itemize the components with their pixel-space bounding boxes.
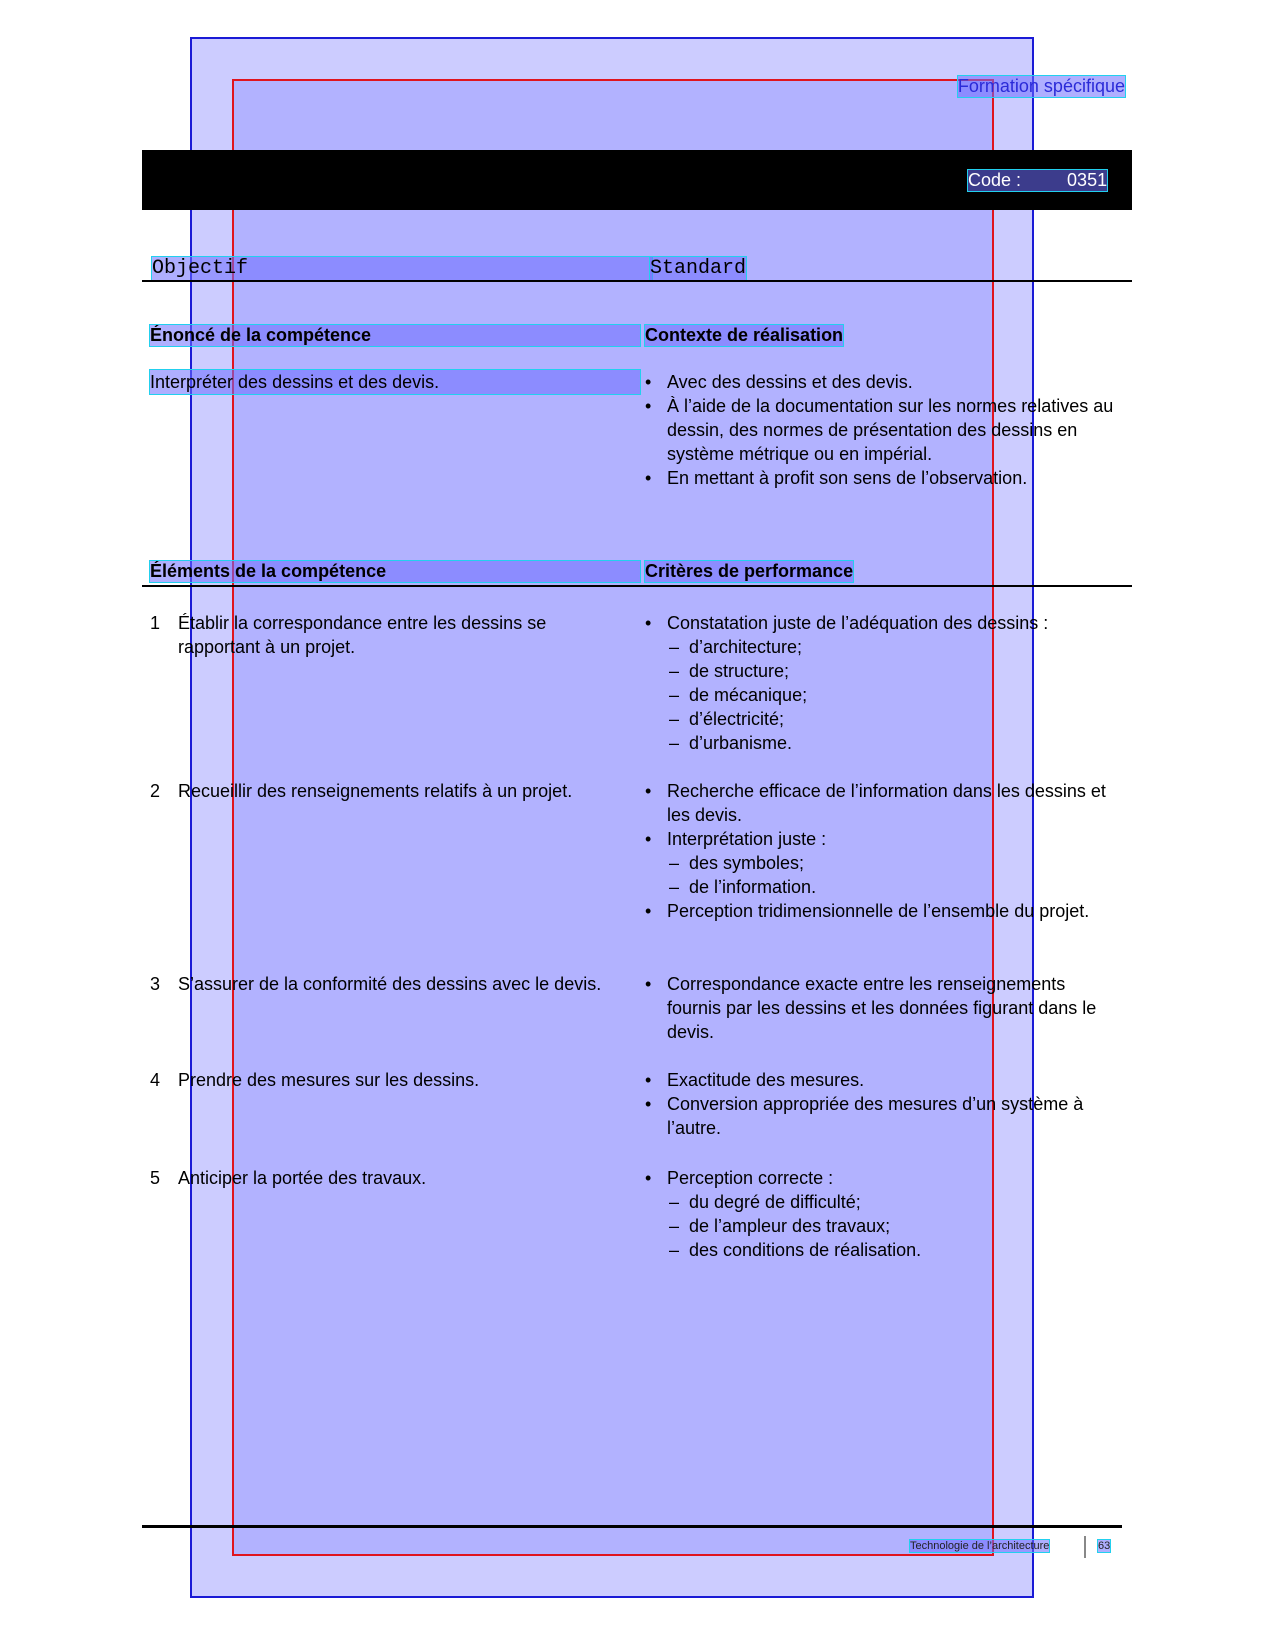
element-number: 2 <box>150 781 161 801</box>
page-number: 63 <box>1098 1540 1111 1552</box>
critere-bullet: • Constatation juste de l’adéquation des dessins : <box>645 611 1115 635</box>
critere-dash: – de mécanique; <box>645 683 1115 707</box>
critere-dash: – d’architecture; <box>645 635 1115 659</box>
criteres-group-5 <box>645 1166 1115 1262</box>
critere-bullet: • Correspondance exacte entre les renseignements fournis par les dessins et les données figurant dans le devis. <box>645 972 1115 1044</box>
code-label-text: Code : <box>968 170 1022 190</box>
critere-bullet: • Exactitude des mesures. <box>645 1068 1115 1092</box>
element-item <box>150 972 630 996</box>
criteres-group-2 <box>645 779 1115 923</box>
critere-dash: – d’urbanisme. <box>645 731 1115 755</box>
critere-bullet: • Perception correcte : <box>645 1166 1115 1190</box>
critere-bullet: • Perception tridimensionnelle de l’ensemble du projet. <box>645 899 1115 923</box>
footer-rule <box>142 1525 1122 1528</box>
section-label: Formation spécifique <box>957 76 1125 96</box>
contexte-item: • À l’aide de la documentation sur les normes relatives au dessin, des normes de présentation des dessins en système métrique ou en impérial. <box>645 394 1115 466</box>
critere-dash: – de l’information. <box>645 875 1115 899</box>
critere-dash: – de structure; <box>645 659 1115 683</box>
element-item <box>150 611 630 659</box>
critere-dash: – des conditions de réalisation. <box>645 1238 1115 1262</box>
critere-dash: – de l’ampleur des travaux; <box>645 1214 1115 1238</box>
contexte-heading: Contexte de réalisation <box>645 325 844 345</box>
element-text: Recueillir des renseignements relatifs à un projet. <box>178 781 573 801</box>
element-item <box>150 1166 630 1190</box>
contexte-list <box>645 370 1115 490</box>
critere-dash: – des symboles; <box>645 851 1115 875</box>
enonce-text: Interpréter des dessins et des devis. <box>150 370 640 394</box>
section-rule-1 <box>142 280 1132 282</box>
standard-title: Standard <box>650 257 747 280</box>
element-item <box>150 1068 630 1092</box>
contexte-item: • Avec des dessins et des devis. <box>645 370 1115 394</box>
code-label <box>968 170 1107 191</box>
element-number: 1 <box>150 613 161 633</box>
element-number: 4 <box>150 1070 161 1090</box>
critere-bullet: • Interprétation juste : <box>645 827 1115 851</box>
critere-bullet: • Recherche efficace de l’information dans les dessins et les devis. <box>645 779 1115 827</box>
code-value: 0351 <box>1067 170 1108 190</box>
critere-bullet: • Conversion appropriée des mesures d’un système à l’autre. <box>645 1092 1115 1140</box>
criteres-heading: Critères de performance <box>645 561 854 581</box>
footer-separator <box>1084 1536 1086 1558</box>
criteres-group-4 <box>645 1068 1115 1140</box>
section-rule-2 <box>142 585 1132 587</box>
objectif-title: Objectif <box>152 257 652 280</box>
element-item <box>150 779 630 803</box>
element-number: 3 <box>150 974 161 994</box>
element-text: S’assurer de la conformité des dessins avec le devis. <box>178 974 602 994</box>
element-text: Anticiper la portée des travaux. <box>178 1168 427 1188</box>
element-number: 5 <box>150 1168 161 1188</box>
criteres-group-3 <box>645 972 1115 1044</box>
elements-heading: Éléments de la compétence <box>150 561 640 582</box>
footer-text: Technologie de l’architecture <box>910 1540 1050 1552</box>
enonce-heading: Énoncé de la compétence <box>150 325 640 346</box>
contexte-item: • En mettant à profit son sens de l’observation. <box>645 466 1115 490</box>
element-text: Prendre des mesures sur les dessins. <box>178 1070 480 1090</box>
critere-dash: – d’électricité; <box>645 707 1115 731</box>
element-text: Établir la correspondance entre les dessins se rapportant à un projet. <box>178 613 547 657</box>
critere-dash: – du degré de difficulté; <box>645 1190 1115 1214</box>
criteres-group-1 <box>645 611 1115 755</box>
